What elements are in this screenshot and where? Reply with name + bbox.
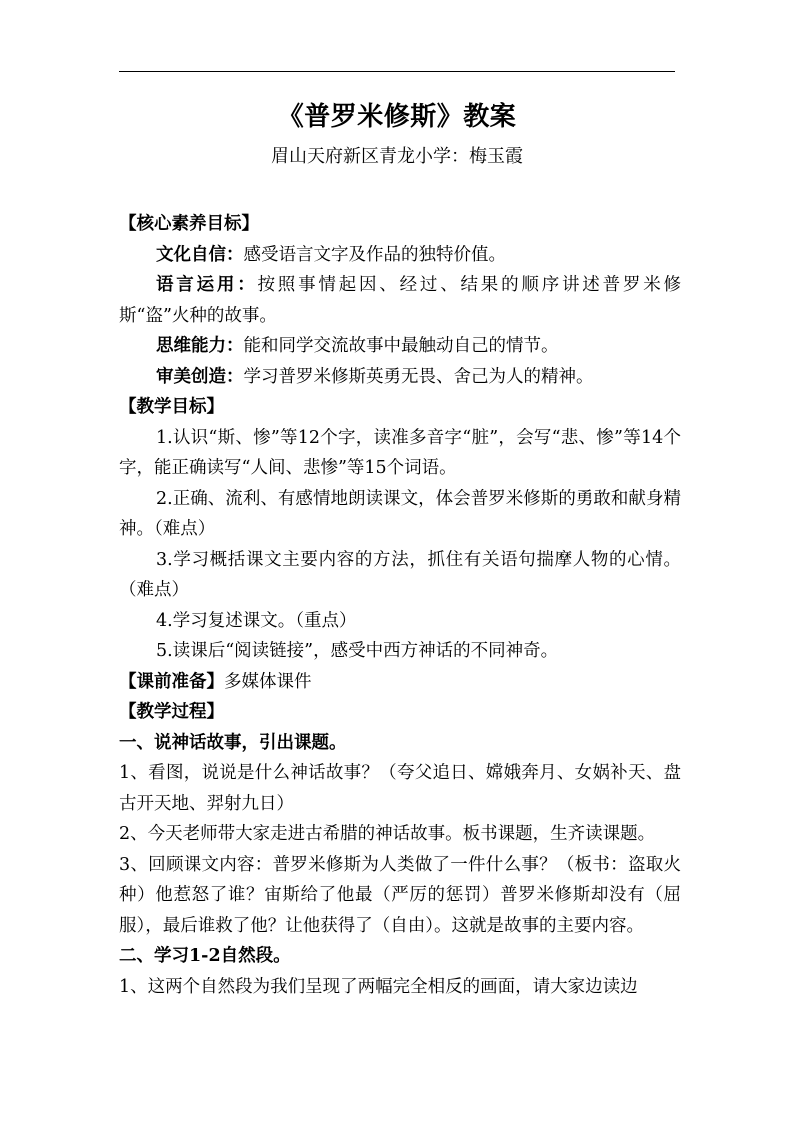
author-line: 眉山天府新区青龙小学：梅玉霞 <box>271 146 523 167</box>
step2-item: 1、这两个自然段为我们呈现了两幅完全相反的画面，请大家边读边 <box>119 976 638 997</box>
teaching-goals-heading: 【教学目标】 <box>119 397 224 417</box>
teaching-goal-item: 1.认识“斯、惨”等12个字，读准多音字“脏”，会写“悲、惨”等14个字，能正确读写“人间、悲惨”等15个词语。 <box>119 427 681 478</box>
core-goal-label: 文化自信： <box>156 244 244 265</box>
core-goal-text: 按照事情起因、经过、结果的顺序讲述普罗米修斯“盗”火种的故事。 <box>119 275 681 326</box>
core-goal-label: 语言运用： <box>156 275 258 295</box>
teaching-goal-item: 2.正确、流利、有感情地朗读课文，体会普罗米修斯的勇敢和献身精神。（难点） <box>119 488 681 539</box>
preparation-line <box>119 667 681 698</box>
core-goals-heading: 【核心素养目标】 <box>119 214 259 234</box>
lesson-plan-body <box>119 209 681 1002</box>
teaching-goal-item: 4.学习复述课文。（重点） <box>156 610 357 631</box>
preparation-heading: 【课前准备】 <box>119 671 224 692</box>
core-goal-label: 审美创造： <box>156 366 244 387</box>
core-goal-item <box>119 331 681 362</box>
core-goal-label: 思维能力： <box>156 336 244 356</box>
step1-item: 3、回顾课文内容：普罗米修斯为人类做了一件什么事？（板书：盗取火种）他惹怒了谁？宙斯给了他最（严厉的惩罚）普罗米修斯却没有（屈服），最后谁救了他？让他获得了（自由）。这就是故事的主要内容。 <box>119 854 681 936</box>
header-rule <box>119 71 675 72</box>
page-title: 《普罗米修斯》教案 <box>277 102 517 132</box>
teaching-goal-item: 5.读课后“阅读链接”，感受中西方神话的不同神奇。 <box>156 641 559 661</box>
core-goal-item <box>119 362 681 393</box>
step1-item: 2、今天老师带大家走进古希腊的神话故事。板书课题，生齐读课题。 <box>119 824 656 844</box>
step1-heading: 一、说神话故事，引出课题。 <box>119 732 347 753</box>
preparation-text: 多媒体课件 <box>224 671 312 692</box>
core-goal-text: 能和同学交流故事中最触动自己的情节。 <box>243 336 559 356</box>
core-goal-item <box>119 270 681 331</box>
teaching-goal-item: 3.学习概括课文主要内容的方法，抓住有关语句揣摩人物的心情。（难点） <box>119 549 681 600</box>
core-goal-item <box>119 240 681 271</box>
core-goal-text: 学习普罗米修斯英勇无畏、舍己为人的精神。 <box>243 366 594 387</box>
step2-heading: 二、学习1-2自然段。 <box>119 946 291 966</box>
process-heading: 【教学过程】 <box>119 702 224 722</box>
core-goal-text: 感受语言文字及作品的独特价值。 <box>243 244 506 265</box>
step1-item: 1、看图，说说是什么神话故事？（夸父追日、嫦娥奔月、女娲补天、盘古开天地、羿射九日） <box>119 763 681 814</box>
